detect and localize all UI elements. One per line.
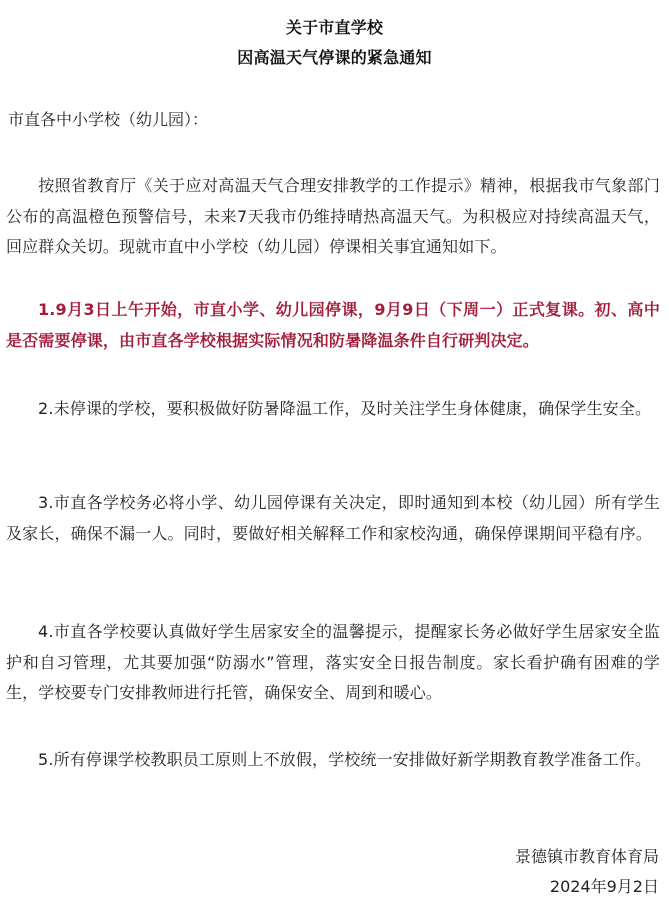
item-4-paragraph <box>6 617 660 709</box>
title-line-2: 因高温天气停课的紧急通知 <box>237 48 432 67</box>
item-2-text: 2.未停课的学校，要积极做好防暑降温工作，及时关注学生身体健康，确保学生安全。 <box>38 399 652 418</box>
intro-text: 按照省教育厅《关于应对高温天气合理安排教学的工作提示》精神，根据我市气象部门公布的高温橙色预警信号，未来7天我市仍维持晴热高温天气。为积极应对持续高温天气，回应群众关切。现就市直中小学校（幼儿园）停课相关事宜通知如下。 <box>6 176 660 256</box>
item-2-paragraph <box>6 394 660 425</box>
salutation: 市直各中小学校（幼儿园）： <box>8 110 209 129</box>
item-5-text: 5.所有停课学校教职员工原则上不放假，学校统一安排做好新学期教育教学准备工作。 <box>38 750 652 769</box>
item-3-paragraph <box>6 488 660 549</box>
item-5-paragraph <box>6 745 660 776</box>
item-1-paragraph <box>6 295 660 356</box>
signature-block <box>515 842 659 902</box>
item-4-text: 4.市直各学校要认真做好学生居家安全的温馨提示，提醒家长务必做好学生居家安全监护和自习管理，尤其要加强“防溺水”管理，落实安全日报告制度。家长看护确有困难的学生，学校要专门安排教师进行托管，确保安全、周到和暖心。 <box>6 622 660 702</box>
item-3-text: 3.市直各学校务必将小学、幼儿园停课有关决定，即时通知到本校（幼儿园）所有学生及家长，确保不漏一人。同时，要做好相关解释工作和家校沟通，确保停课期间平稳有序。 <box>6 493 660 543</box>
item-1-text: 1.9月3日上午开始，市直小学、幼儿园停课，9月9日（下周一）正式复课。初、高中是否需要停课，由市直各学校根据实际情况和防暑降温条件自行研判决定。 <box>6 300 660 350</box>
issue-date: 2024年9月2日 <box>549 877 659 896</box>
intro-paragraph <box>6 171 660 263</box>
title-line-1: 关于市直学校 <box>285 18 384 37</box>
issuer-name: 景德镇市教育体育局 <box>514 847 659 866</box>
notice-title <box>0 13 669 73</box>
